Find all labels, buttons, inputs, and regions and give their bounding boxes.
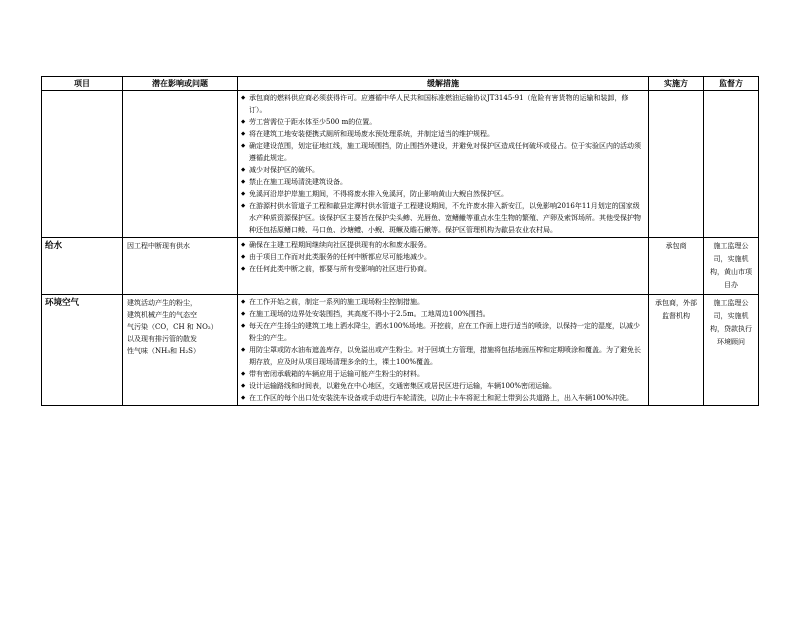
mitigation-table	[41, 76, 759, 406]
header-implementer: 实施方	[649, 77, 704, 91]
table-row	[42, 295, 759, 406]
row-issue	[123, 91, 238, 238]
header-item: 项目	[42, 77, 123, 91]
measure-item: ◆ 禁止在施工现场清洗建筑设备。	[241, 176, 646, 188]
row-supervisor: 施工监理公司，实施机构，黄山市项目办	[704, 238, 759, 295]
measure-item: ◆ 每天在产生扬尘的建筑工地上洒水降尘，洒水100%场地。开挖前，应在工作面上进行适当的喷涂，以保持一定的湿度，以减少粉尘的产生。	[241, 320, 646, 344]
row-category: 环境空气	[42, 295, 123, 406]
row-implementer	[649, 91, 704, 238]
measure-item: ◆ 设计运输路线和时间表，以避免在中心地区，交通密集区或居民区进行运输，车辆100%密闭运输。	[241, 380, 646, 392]
row-supervisor: 施工监理公司，实施机构，贷款执行环境顾问	[704, 295, 759, 406]
measure-item: ◆ 劳工营需位于距水体至少500 m的位置。	[241, 116, 646, 128]
measure-item: ◆ 将在建筑工地安装便携式厕所和现场废水预处理系统，并制定适当的维护规程。	[241, 128, 646, 140]
measure-item: ◆ 在任何此类中断之前，都要与所有受影响的社区进行协商。	[241, 263, 646, 275]
row-issue: 建筑活动产生的粉尘， 建筑机械产生的气态空 气污染（CO，CH 和 NO₂） 以及现有排污管的散发 性气味（NH₃和 H₂S）	[123, 295, 238, 406]
table-row	[42, 238, 759, 295]
header-measures: 缓解措施	[238, 77, 649, 91]
measure-item: ◆ 确保在主建工程期间继续向社区提供现有的水和废水服务。	[241, 239, 646, 251]
row-implementer: 承包商	[649, 238, 704, 295]
row-supervisor	[704, 91, 759, 238]
header-issue: 潜在影响或问题	[123, 77, 238, 91]
measure-item: ◆ 在施工现场的边界处安装围挡，其高度不得小于2.5m。工地周边100%围挡。	[241, 308, 646, 320]
row-measures	[238, 295, 649, 406]
row-measures	[238, 91, 649, 238]
header-supervisor: 监督方	[704, 77, 759, 91]
measure-item: ◆ 确定建设范围，划定征地红线，施工现场围挡，防止围挡外建设，并避免对保护区造成任何破坏或侵占。位于实验区内的活动须遵循此规定。	[241, 140, 646, 164]
measure-item: ◆ 由于项目工作而对此类服务的任何中断都应尽可能地减少。	[241, 251, 646, 263]
measure-item: ◆ 免溪河沿岸护岸施工期间，不得将废水排入免溪河，防止影响黄山大鲵自然保护区。	[241, 188, 646, 200]
row-measures	[238, 238, 649, 295]
measure-item: ◆ 带有密闭承载箱的车辆应用于运输可能产生粉尘的材料。	[241, 368, 646, 380]
row-issue: 因工程中断现有供水	[123, 238, 238, 295]
table-row	[42, 91, 759, 238]
header-row	[42, 77, 759, 91]
row-category	[42, 91, 123, 238]
measure-item: ◆ 用防尘罩或防水油布遮盖库存，以免溢出或产生粉尘。对于回填土方管理，措施将包括地面压榨和定期喷涂和覆盖。为了避免长期存放，应及时从项目现场清理多余的土，裸土100%覆盖。	[241, 344, 646, 368]
measure-item: ◆ 减少对保护区的破坏。	[241, 164, 646, 176]
row-category: 给水	[42, 238, 123, 295]
measure-item: ◆ 在工作区的每个出口处安装洗车设备或手动进行车轮清洗，以防止卡车将泥土和泥土带到公共道路上，出入车辆100%冲洗。	[241, 392, 646, 404]
measure-item: ◆ 在工作开始之前，制定一系列的施工现场粉尘控制措施。	[241, 296, 646, 308]
measure-item: ◆ 承包商的燃料供应商必须获得许可。应遵循中华人民共和国标准燃油运输协议JT3145-91（危险有害货物的运输和装卸，修订）。	[241, 92, 646, 116]
row-implementer: 承包商，外部监督机构	[649, 295, 704, 406]
measure-item: ◆ 在游源村供水管道子工程和歙县定潭村供水管道子工程建设期间，不允许废水排入新安江，以免影响2016年11月划定的国家级水产种质资源保护区。该保护区主要旨在保护尖头鲹、光唇鱼、宽鳍鱲等重点水生生物的繁殖、产卵及索饵场所。其他受保护物种还包括原鳍口鲮、马口鱼、沙塘鳢、小鲵、斑鳜及瞻石鳅等。保护区管理机构为歙县农业农村局。	[241, 200, 646, 236]
